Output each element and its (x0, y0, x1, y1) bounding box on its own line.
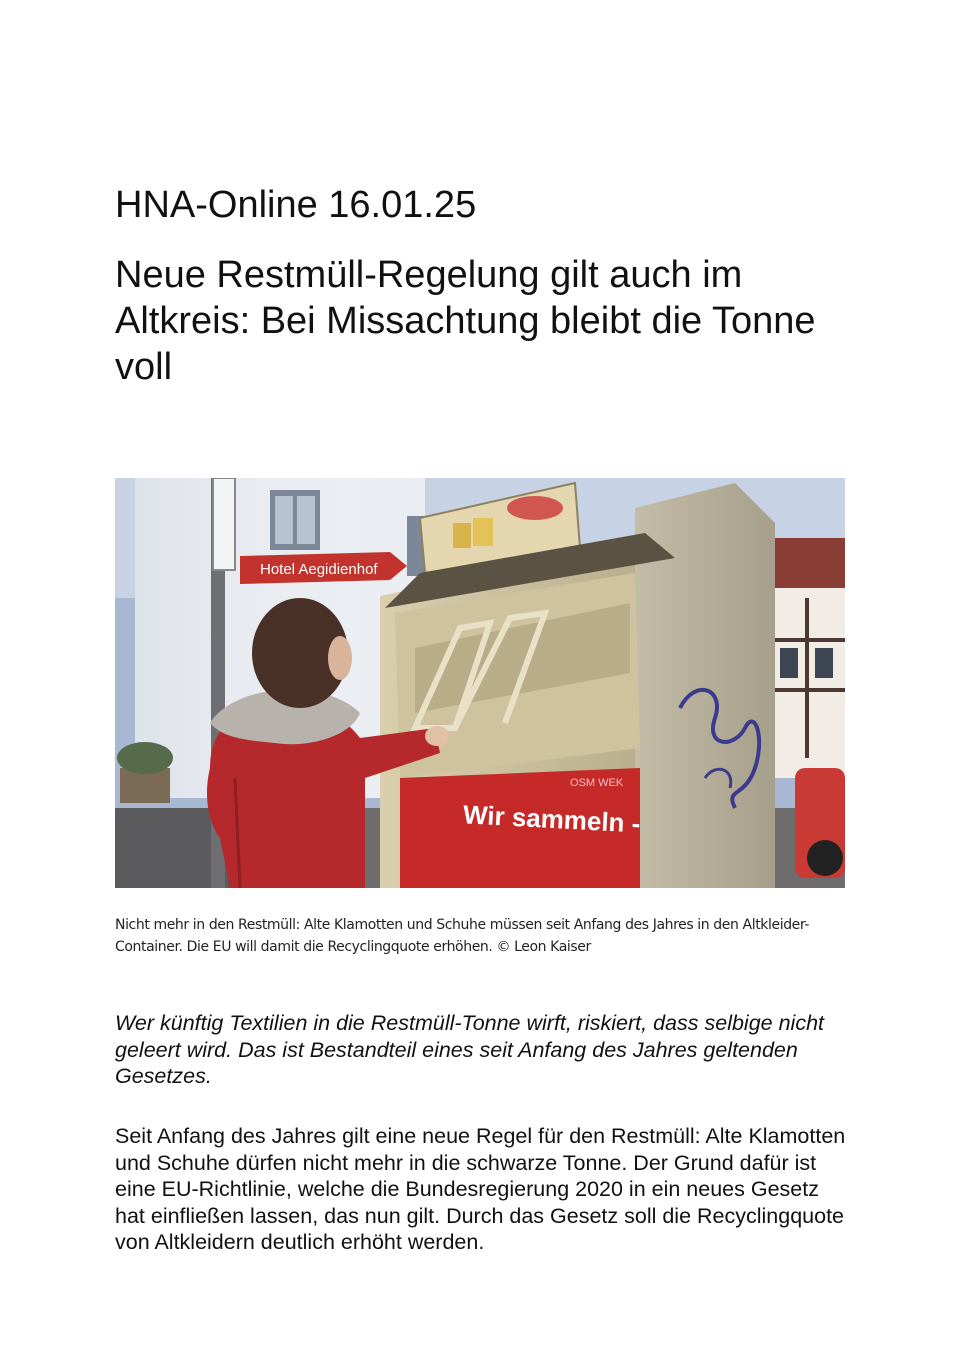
scribble-text: OSM WEK (570, 777, 624, 789)
article-lead: Wer künftig Textilien in die Restmüll-Tonne wirft, riskiert, dass selbige nicht geleert wird. Das ist Bestandteil eines seit Anfang des Jahres geltenden Gesetzes. (115, 1011, 825, 1088)
source-date: HNA-Online 16.01.25 (115, 184, 477, 226)
article-headline: Neue Restmüll-Regelung gilt auch im Altkreis: Bei Missachtung bleibt die Tonne voll (115, 254, 816, 388)
article-photo (115, 478, 845, 888)
hotel-sign-text: Hotel Aegidienhof (260, 561, 378, 578)
article-body: Seit Anfang des Jahres gilt eine neue Regel für den Restmüll: Alte Klamotten und Schuhe dürfen nicht mehr in die schwarze Tonne. Der Grund dafür ist eine EU-Richtlinie, welche die Bundesregierung 2020 in ein neues Gesetz hat einfließen lassen, das nun gilt. Durch das Gesetz soll die Recyclingquote von Altkleidern deutlich erhöht werden. (115, 1124, 846, 1254)
container-text: Wir sammeln - (462, 799, 642, 839)
photo-caption: Nicht mehr in den Restmüll: Alte Klamotten und Schuhe müssen seit Anfang des Jahres in den Altkleider-Container. Die EU will damit die Recyclingquote erhöhen. © Leon Kaiser (115, 917, 810, 955)
